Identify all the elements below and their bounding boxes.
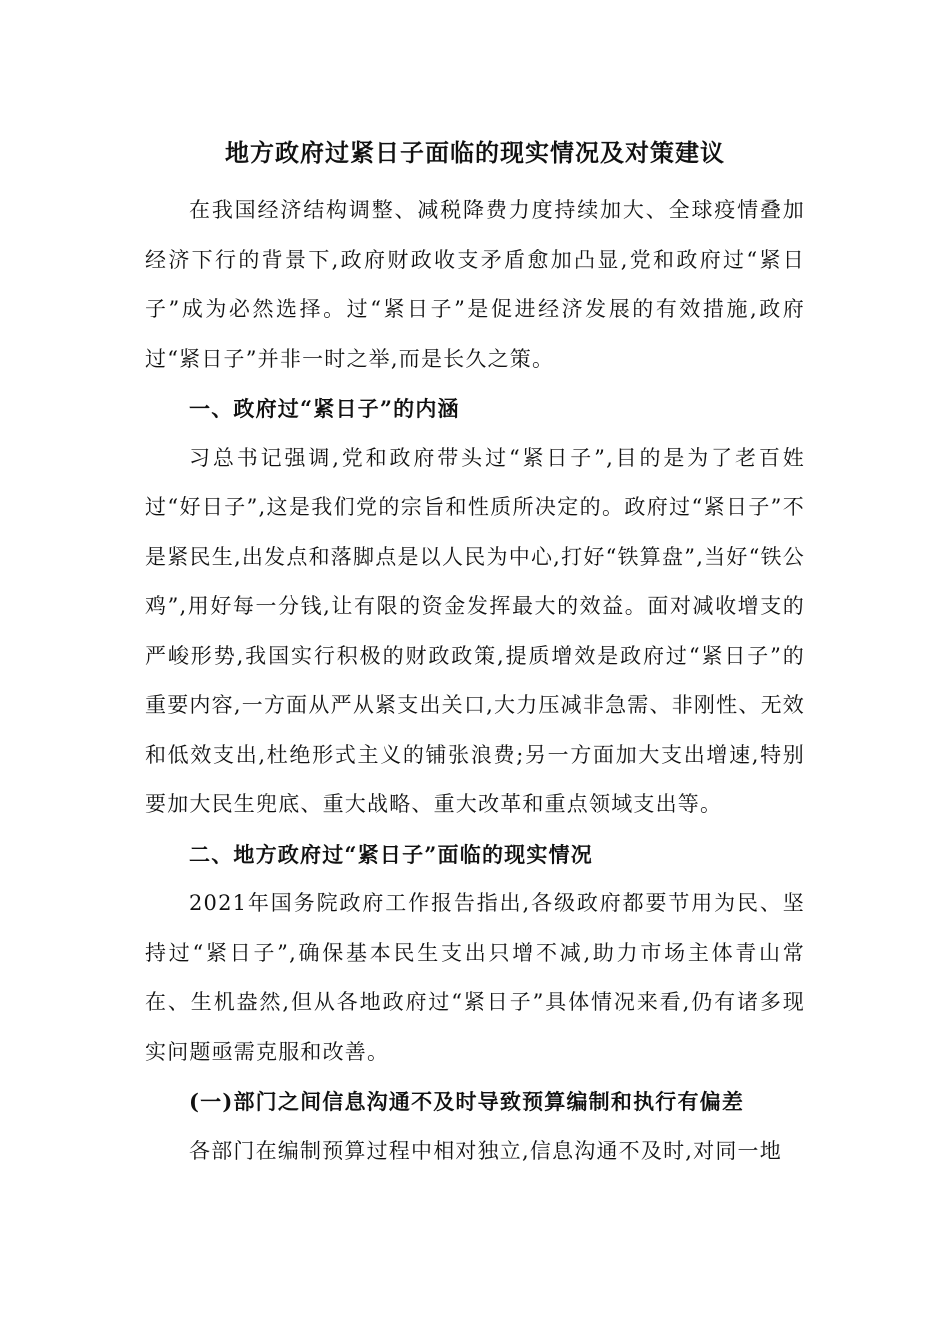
document-page	[145, 132, 805, 1176]
document-title: 地方政府过紧日子面临的现实情况及对策建议	[225, 138, 725, 167]
section-2-heading: 二、地方政府过“紧日子”面临的现实情况	[189, 841, 593, 867]
title-spacer	[145, 174, 805, 186]
intro-paragraph: 在我国经济结构调整、减税降费力度持续加大、全球疫情叠加经济下行的背景下,政府财政收支矛盾愈加凸显,党和政府过“紧日子”成为必然选择。过“紧日子”是促进经济发展的有效措施,政府过“紧日子”并非一时之举,而是长久之策。	[145, 198, 805, 371]
subsection-2-1-paragraph: 各部门在编制预算过程中相对独立,信息沟通不及时,对同一地	[189, 1138, 782, 1163]
section-1-paragraph: 习总书记强调,党和政府带头过“紧日子”,目的是为了老百姓过“好日子”,这是我们党的宗旨和性质所决定的。政府过“紧日子”不是紧民生,出发点和落脚点是以人民为中心,打好“铁算盘”,当好“铁公鸡”,用好每一分钱,让有限的资金发挥最大的效益。面对减收增支的严峻形势,我国实行积极的财政政策,提质增效是政府过“紧日子”的重要内容,一方面从严从紧支出关口,大力压减非急需、非刚性、无效和低效支出,杜绝形式主义的铺张浪费;另一方面加大支出增速,特别要加大民生兜底、重大战略、重大改革和重点领域支出等。	[145, 445, 805, 816]
section-1-heading: 一、政府过“紧日子”的内涵	[189, 396, 460, 421]
subsection-2-1-heading: (一)部门之间信息沟通不及时导致预算编制和执行有偏差	[189, 1089, 745, 1114]
section-2-paragraph: 2021年国务院政府工作报告指出,各级政府都要节用为民、坚持过“紧日子”,确保基本民生支出只增不减,助力市场主体青山常在、生机盎然,但从各地政府过“紧日子”具体情况来看,仍有诸多现实问题亟需克服和改善。	[145, 891, 805, 1064]
